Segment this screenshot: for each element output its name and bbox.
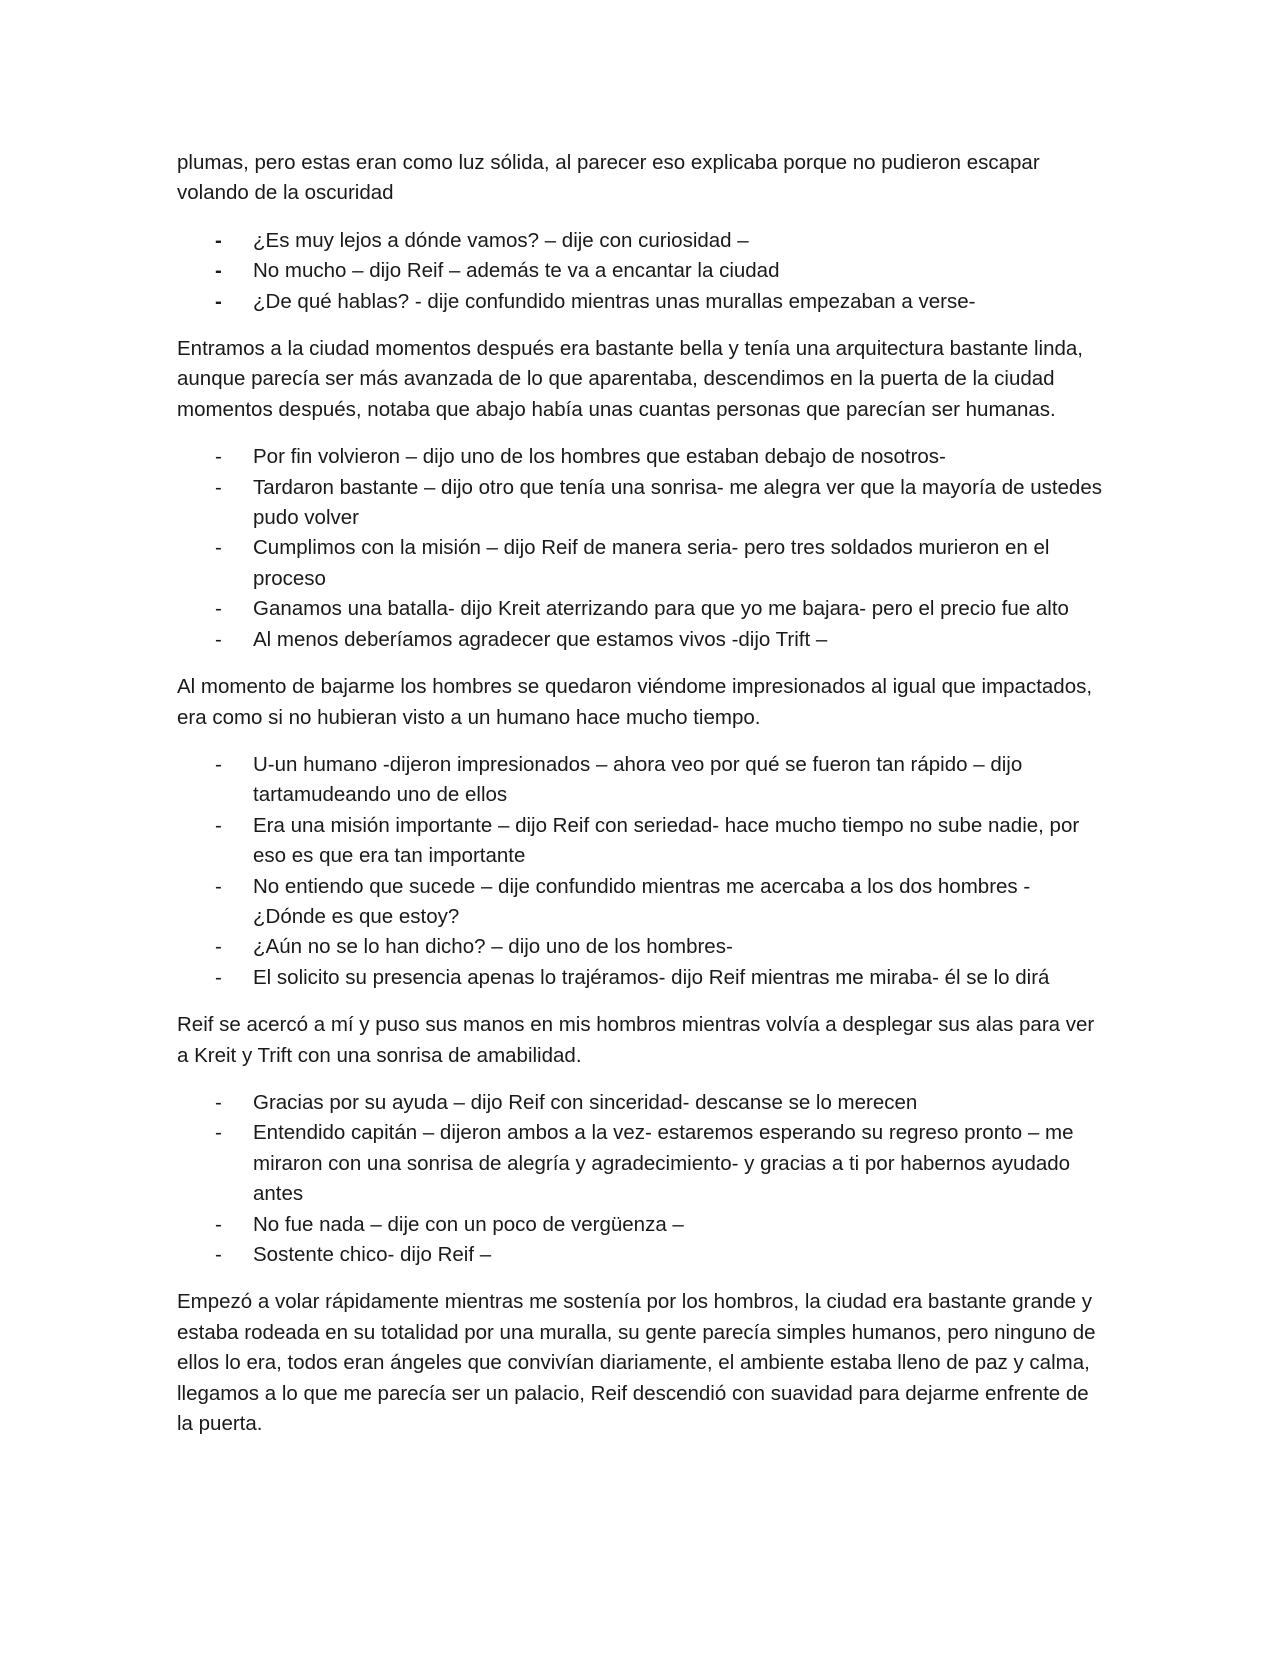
dialogue-line <box>177 963 1102 993</box>
dash-bullet: - <box>215 1212 222 1236</box>
dialogue-line <box>177 811 1102 872</box>
dash-bullet: - <box>215 1121 222 1145</box>
dash-bullet: - <box>215 874 222 898</box>
paragraph: Al momento de bajarme los hombres se quedaron viéndome impresionados al igual que impactados, era como si no hubieran visto a un humano hace mucho tiempo. <box>177 675 1093 729</box>
paragraph: Empezó a volar rápidamente mientras me sostenía por los hombros, la ciudad era bastante grande y estaba rodeada en su totalidad por una muralla, su gente parecía simples humanos, pero ninguno de ellos lo era, todos eran ángeles que convivían diariamente, el ambiente estaba lleno de paz y calma, llegamos a lo que me parecía ser un palacio, Reif descendió con suavidad para dejarme enfrente de la puerta. <box>177 1290 1096 1436</box>
dialogue-text: Tardaron bastante – dijo otro que tenía una sonrisa- me alegra ver que la mayoría de ustedes pudo volver <box>253 475 1102 530</box>
dialogue-text: No entiendo que sucede – dije confundido mientras me acercaba a los dos hombres -¿Dónde es que estoy? <box>253 874 1031 928</box>
dash-bullet: - <box>215 752 222 776</box>
dash-bullet: - <box>215 935 222 959</box>
dash-bullet: - <box>215 1243 222 1266</box>
dialogue-line <box>177 533 1102 594</box>
dash-bullet: - <box>215 965 222 989</box>
dialogue-list <box>177 442 1102 655</box>
dialogue-text: No fue nada – dije con un poco de vergüenza – <box>253 1212 684 1236</box>
dialogue-line <box>177 594 1102 624</box>
document-page <box>177 148 1102 1456</box>
dialogue-line <box>177 473 1102 534</box>
dialogue-text: Gracias por su ayuda – dijo Reif con sinceridad- descanse se lo merecen <box>253 1090 918 1114</box>
dialogue-line <box>177 1240 1102 1270</box>
dialogue-line <box>177 442 1102 472</box>
dash-bullet: - <box>215 228 222 252</box>
dialogue-text: No mucho – dijo Reif – además te va a encantar la ciudad <box>253 259 780 283</box>
dialogue-text: ¿Aún no se lo han dicho? – dijo uno de los hombres- <box>253 935 733 959</box>
dialogue-list <box>177 226 1102 317</box>
dialogue-text: Por fin volvieron – dijo uno de los hombres que estaban debajo de nosotros- <box>253 445 946 469</box>
dialogue-text: U-un humano -dijeron impresionados – ahora veo por qué se fueron tan rápido – dijo tartamudeando uno de ellos <box>253 752 1023 807</box>
dialogue-line <box>177 287 1102 317</box>
dash-bullet: - <box>215 627 222 651</box>
dialogue-text: Cumplimos con la misión – dijo Reif de manera seria- pero tres soldados murieron en el proceso <box>253 536 1050 590</box>
paragraph: plumas, pero estas eran como luz sólida, al parecer eso explicaba porque no pudieron escapar volando de la oscuridad <box>177 151 1040 205</box>
dash-bullet: - <box>215 445 222 469</box>
dash-bullet: - <box>215 259 222 283</box>
dialogue-text: El solicito su presencia apenas lo trajéramos- dijo Reif mientras me miraba- él se lo dirá <box>253 965 1050 989</box>
paragraph: Entramos a la ciudad momentos después era bastante bella y tenía una arquitectura bastante linda, aunque parecía ser más avanzada de lo que aparentaba, descendimos en la puerta de la ciudad momentos después, notaba que abajo había unas cuantas personas que parecían ser humanas. <box>177 337 1083 421</box>
dialogue-line <box>177 1118 1102 1209</box>
dialogue-text: Al menos deberíamos agradecer que estamos vivos -dijo Trift – <box>253 627 828 651</box>
dialogue-text: Era una misión importante – dijo Reif con seriedad- hace mucho tiempo no sube nadie, por eso es que era tan importante <box>253 813 1080 868</box>
dialogue-line <box>177 625 1102 655</box>
dash-bullet: - <box>215 536 222 560</box>
dialogue-list <box>177 750 1102 993</box>
dash-bullet: - <box>215 475 222 499</box>
dash-bullet: - <box>215 597 222 621</box>
dialogue-text: Entendido capitán – dijeron ambos a la vez- estaremos esperando su regreso pronto – me miraron con una sonrisa de alegría y agradecimiento- y gracias a ti por habernos ayudado antes <box>253 1121 1074 1206</box>
paragraph: Reif se acercó a mí y puso sus manos en mis hombros mientras volvía a desplegar sus alas para ver a Kreit y Trift con una sonrisa de amabilidad. <box>177 1013 1095 1067</box>
dialogue-line <box>177 1088 1102 1118</box>
dialogue-line <box>177 256 1102 286</box>
dialogue-line <box>177 750 1102 811</box>
dash-bullet: - <box>215 289 222 313</box>
dialogue-text: Sostente chico- dijo Reif – <box>253 1243 492 1266</box>
dialogue-text: ¿Es muy lejos a dónde vamos? – dije con curiosidad – <box>253 228 749 252</box>
dialogue-text: Ganamos una batalla- dijo Kreit aterrizando para que yo me bajara- pero el precio fue alto <box>253 597 1069 621</box>
dialogue-text: ¿De qué hablas? - dije confundido mientras unas murallas empezaban a verse- <box>253 289 976 313</box>
dialogue-line <box>177 872 1102 933</box>
dialogue-line <box>177 1210 1102 1240</box>
dash-bullet: - <box>215 1090 222 1114</box>
dash-bullet: - <box>215 813 222 837</box>
dialogue-list <box>177 1088 1102 1270</box>
dialogue-line <box>177 226 1102 256</box>
dialogue-line <box>177 932 1102 962</box>
